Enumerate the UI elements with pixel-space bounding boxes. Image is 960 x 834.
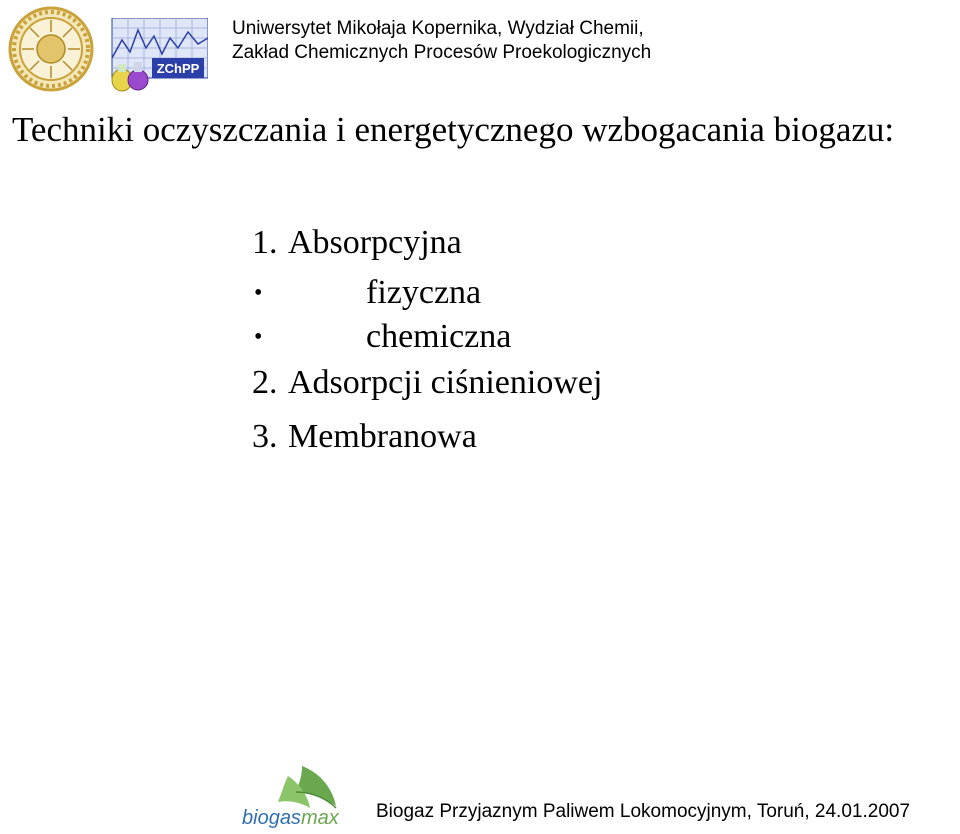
header-logos (8, 6, 208, 92)
bullet-icon: • (254, 324, 263, 350)
bullet-icon: • (254, 280, 263, 306)
list-item-pressure-adsorption (252, 362, 602, 404)
list-number: 1. (252, 224, 278, 261)
svg-text:biogasmax (242, 807, 340, 829)
biogasmax-logo-part1: biogas (242, 807, 301, 829)
list-label: chemiczna (366, 318, 512, 355)
list-label: Membranowa (288, 418, 477, 455)
biogasmax-logo-icon (240, 762, 360, 830)
header-line-university: Uniwersytet Mikołaja Kopernika, Wydział Chemii, (232, 18, 644, 39)
zchpp-logo-icon (108, 18, 208, 92)
list-item-membrane (252, 416, 477, 458)
zchpp-logo-text: ZChPP (156, 61, 200, 76)
list-label: fizyczna (366, 274, 482, 311)
biogasmax-logo-part2: max (300, 807, 339, 829)
university-seal-icon (8, 6, 94, 92)
list-number: 3. (252, 418, 278, 455)
list-label: Absorpcyjna (288, 224, 462, 261)
footer-caption: Biogaz Przyjaznym Paliwem Lokomocyjnym, Toruń, 24.01.2007 (376, 801, 911, 822)
list-label: Adsorpcji ciśnieniowej (288, 364, 603, 401)
list-number: 2. (252, 364, 278, 401)
list-item-absorption (252, 222, 462, 264)
header-line-department: Zakład Chemicznych Procesów Proekologicznych (232, 42, 652, 63)
header-institution (232, 17, 651, 65)
slide-title: Techniki oczyszczania i energetycznego wzbogacania biogazu: (12, 110, 895, 149)
